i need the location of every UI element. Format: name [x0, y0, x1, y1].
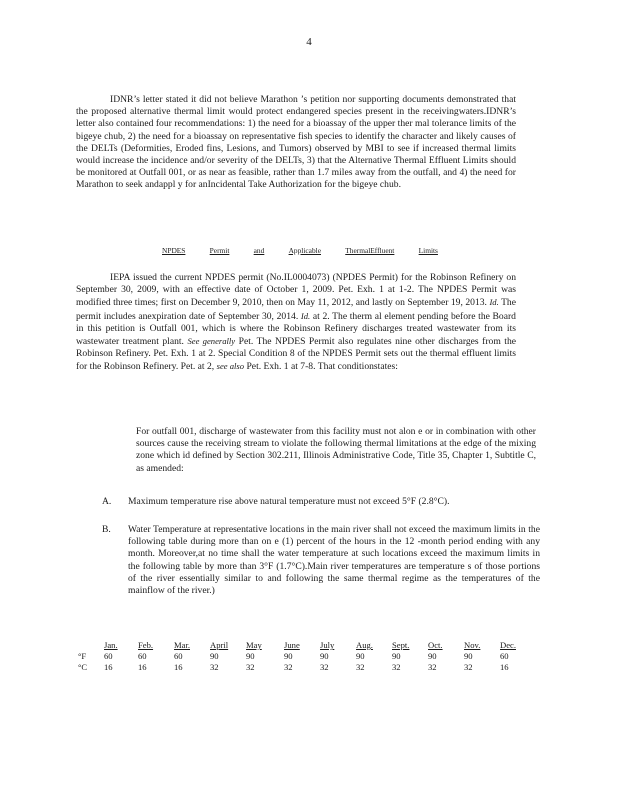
heading-word: Applicable	[288, 246, 321, 255]
table-cell: 32	[320, 662, 329, 672]
heading-word: Limits	[418, 246, 438, 255]
table-cell: 90	[284, 651, 293, 661]
paragraph-npdes-permit	[76, 272, 516, 374]
table-cell: 32	[284, 662, 293, 672]
heading-word: ThermalEffluent	[345, 246, 395, 255]
table-cell: 90	[392, 651, 401, 661]
list-item	[102, 496, 534, 508]
month-header: Sept.	[392, 640, 410, 650]
list-marker: A.	[102, 496, 112, 507]
table-cell: 32	[428, 662, 437, 672]
list-marker: B.	[102, 524, 111, 535]
month-header: Nov.	[464, 640, 481, 650]
month-header: Dec.	[500, 640, 516, 650]
table-cell: 90	[464, 651, 473, 661]
month-header: Mar.	[174, 640, 190, 650]
citation-id: Id.	[489, 297, 499, 308]
month-header: Feb.	[138, 640, 154, 650]
paragraph-2-text-3: at 2. The therm al element pending before the Board in this petition is Outfall 001, which is where the Robinson Refinery discharges treated wastewater from its wastewater treatment plant.	[76, 310, 516, 348]
table-cell: 60	[500, 651, 509, 661]
month-header: April	[210, 640, 229, 650]
citation-see-generally: See generally	[187, 336, 236, 347]
paragraph-2-text-1: IEPA issued the current NPDES permit (No.IL0004073) (NPDES Permit) for the Robinson Refinery on September 30, 2009, with an effective date of October 1, 2009. Pet. Exh. 1 at 1-2. The NPDES Permit was modified three times; first on December 9, 2010, then on May 11, 2012, and lastly on September 19, 2013.	[76, 272, 516, 309]
month-header: Oct.	[428, 640, 443, 650]
table-cell: 16	[104, 662, 113, 672]
table-cell: 16	[138, 662, 147, 672]
heading-word: and	[253, 246, 265, 255]
table-cell: 90	[320, 651, 329, 661]
table-cell: 90	[246, 651, 255, 661]
table-cell: 60	[104, 651, 113, 661]
table-cell: 32	[356, 662, 365, 672]
unit-label: °F	[78, 651, 87, 661]
list-item	[102, 524, 540, 597]
table-cell: 32	[246, 662, 255, 672]
table-cell: 90	[428, 651, 437, 661]
table-cell: 90	[210, 651, 219, 661]
table-cell: 16	[500, 662, 509, 672]
table-cell: 60	[138, 651, 147, 661]
table-cell: 60	[174, 651, 183, 661]
table-cell: 90	[356, 651, 365, 661]
citation-id: Id.	[300, 310, 311, 321]
unit-label: °C	[78, 662, 88, 672]
block-quote-condition: For outfall 001, discharge of wastewater from this facility must not alon e or in combination with other sources cause the receiving stream to violate the following thermal limitations at the edge of the mixing zone which id defined by Section 302.211, Illinois Administrative Code, Title 35, Chapter 1, Subtitle C, as amended:	[136, 426, 536, 474]
month-header: June	[284, 640, 300, 650]
list-item-text: Maximum temperature rise above natural temperature must not exceed 5°F (2.8°C).	[128, 496, 450, 507]
paragraph-2-text-5: Pet. Exh. 1 at 7-8. That conditionstates:	[246, 361, 398, 373]
table-cell: 16	[174, 662, 183, 672]
paragraph-2-text-4: Pet. The NPDES Permit also regulates nine other discharges from the Robinson Refinery. Pet. Exh. 1 at 2. Special Condition 8 of the NPDES Permit sets out the thermal effluent limits for the Robinson Refinery. Pet. at 2,	[76, 336, 517, 373]
month-header: July	[320, 640, 335, 650]
paragraph-idnr-letter	[76, 94, 516, 192]
month-header: Jan.	[104, 640, 118, 650]
citation-see-also: see also	[216, 361, 245, 372]
table-cell: 32	[392, 662, 401, 672]
paragraph-1-text: IDNR’s letter stated it did not believe Marathon ’s petition nor supporting documents demonstrated that the proposed alternative thermal limit would protect endangered species present in the receivingwaters.IDNR’s letter also contained four recommendations: 1) the need for a bioassay of the upper ther mal tolerance limits of the bigeye chub, 2) the need for a bioassay on representative fish species to identify the character and likely causes of the DELTs (Deformities, Eroded fins, Lesions, and Tumors) observed by MBI to see if increased thermal limits would increase the incidence and/or severity of the DELTs, 3) that the Alternative Thermal Effluent Limits should be monitored at Outfall 001, or as near as feasible, rather than 1.7 miles away from the outfall, and 4) the need for Marathon to seek andappl y for anIncidental Take Authorization for the bigeye chub.	[76, 94, 516, 191]
heading-word: Permit	[209, 246, 230, 255]
list-item-text: Water Temperature at representative locations in the main river shall not exceed the maximum limits in the following table during more than on e (1) percent of the hours in the 12 -month period ending with any month. Moreover,at no time shall the water temperature at such locations exceed the maximum limits in the following table by more than 3°F (1.7°C).Main river temperatures are temperature s of those portions of the river essentially similar to and following the same thermal regime as the temperatures of the mainflow of the river.)	[128, 524, 540, 597]
table-cell: 32	[210, 662, 219, 672]
paragraph-2-text-2: The permit includes anexpiration date of September 30, 2014.	[76, 297, 516, 322]
page-number: 4	[306, 36, 312, 48]
heading-word: NPDES	[162, 246, 186, 255]
section-heading	[162, 246, 438, 256]
month-header: May	[246, 640, 262, 650]
table-cell: 32	[464, 662, 473, 672]
month-header: Aug.	[356, 640, 373, 650]
